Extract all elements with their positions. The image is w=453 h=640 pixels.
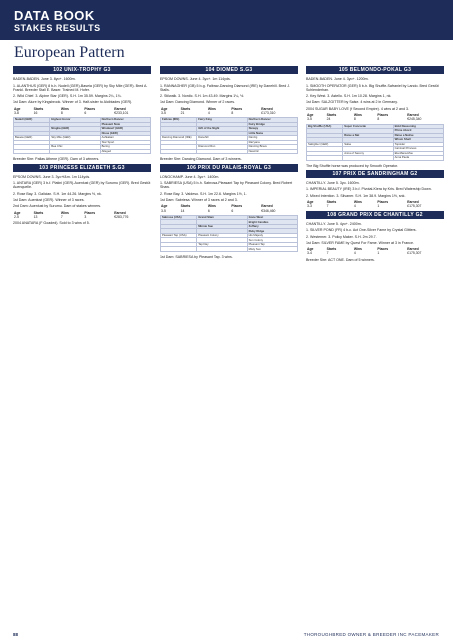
race-text: 2. Wild Chief. 3. Alpine Star (GER). S.H. 1m 35.59. Margins 2¼, 1¾.	[13, 94, 122, 99]
race-heading: 108 GRAND PRIX DE CHANTILLY G2	[306, 211, 444, 219]
race-text: BADEN-BADEN. June 4. 3yo+. 1200m.	[306, 77, 369, 82]
stats-header-cell: Starts	[33, 106, 44, 111]
pedigree-cell: Alleged	[100, 149, 150, 154]
pedigree-cell: Nissa (GER)	[100, 131, 150, 136]
race-text: BADEN-BADEN. June 3. 8yo+. 1600m.	[13, 77, 76, 82]
header-title: DATA BOOK	[14, 8, 95, 23]
stats-value-cell: 7	[60, 214, 63, 219]
pedigree-cell: Danzig	[247, 136, 297, 141]
pedigree-cell: Baseia (GER)	[14, 136, 50, 141]
pedigree-table	[160, 215, 298, 252]
stats-header-cell: Wins	[207, 204, 216, 209]
race-stats-table	[13, 107, 151, 116]
stats-header-cell: Age	[307, 247, 314, 252]
stats-header-cell: Age	[161, 204, 168, 209]
pedigree-cell: Bright Candles	[247, 220, 297, 225]
race-heading: 105 BELMONDO-POKAL G3	[306, 66, 444, 74]
stats-header-cell: Places	[231, 204, 243, 209]
pedigree-cell: Nearctic	[247, 149, 297, 154]
race-text: EPSOM DOWNS. June 3. 3yo+f&m. 1m 114yds.	[13, 174, 91, 179]
pedigree-cell: Falbrav (IRE)	[161, 118, 197, 123]
pedigree-cell	[14, 149, 50, 154]
stats-header-cell: Age	[307, 200, 314, 205]
pedigree-cell: Pleasant Note	[100, 122, 150, 127]
race-text: 2. Mixed Intention. 3. Silvaner. S.H. 1m 38.9. Margins 1½, snk.	[306, 193, 406, 198]
stats-value-cell: 3	[84, 214, 87, 219]
race-text: 1. ALANTHUS (GER) 8 b-h. Nudell (GER)-Baseia (GER) by Sky Mile (GER). Bred A. Frankl. Breeder Stall E. Baser. Trained M. Hofer.	[13, 83, 148, 92]
pedigree-cell: Pleasant Tap	[247, 242, 297, 247]
stats-header-cell: Starts	[326, 113, 337, 118]
race-text: 1st Dam: Auenlust (GER). Winner of 3 races.	[13, 198, 85, 203]
race-text: 1st Dam: Alure by Kingsbrook. Winner of 3. Half-sister to Alcibiades (GER).	[13, 100, 133, 105]
pedigree-cell: Carnival Princess	[393, 147, 443, 152]
stats-value-cell: £175,307	[407, 251, 422, 256]
race-heading: 107 PRIX DE SANDRINGHAM G2	[306, 170, 444, 178]
pedigree-cell	[197, 149, 247, 154]
stats-header-cell: Age	[161, 106, 168, 111]
pedigree-table	[306, 124, 444, 161]
pedigree-cell: Sun Colony	[247, 238, 297, 243]
pedigree-cell: Tap Day	[197, 242, 247, 247]
stats-value-cell: 1	[377, 251, 380, 256]
stats-header-cell: Earned	[407, 200, 419, 205]
stats-header-cell: Earned	[261, 106, 273, 111]
stats-value-cell: 6	[231, 208, 234, 213]
pedigree-cell: Gift of the Night	[197, 127, 247, 132]
pedigree-cell: Ninglia (GER)	[50, 127, 100, 132]
race-text: LONGCHAMP. June 4. 3yo+. 1400m.	[160, 174, 220, 179]
race-note: Breeder Sire: Dancing Diamond. Dam of 3 winners.	[160, 157, 242, 162]
publication-name: THOROUGHBRED OWNER & BREEDER INC PACEMAKER	[303, 632, 439, 637]
race-text: 2. Stilwalk. 3. Nordic. S.H. 1m 43.49. Margins 1¼, ½.	[160, 94, 245, 99]
pedigree-cell: Raise a Nat	[343, 133, 393, 138]
pedigree-cell: Grand Slam	[197, 215, 247, 220]
race-stats-table	[13, 211, 151, 220]
article-column	[160, 64, 298, 259]
stats-value-cell: 6	[207, 208, 210, 213]
stats-value-cell: £173,310	[261, 111, 276, 116]
stats-value-cell: €233,101	[114, 111, 129, 116]
race-stats-table	[306, 200, 444, 209]
stats-value-cell: 8	[377, 117, 380, 122]
race-text: 2. Key West. 3. Astello. S.H. 1m 10.28. Margins 1, nk.	[306, 94, 392, 99]
race-note: Breeder Sire: Pallas Athene (GER). Dam of 3 winners.	[13, 157, 100, 162]
article-column	[13, 64, 151, 225]
stats-value-cell: €245,340	[407, 117, 422, 122]
race-stats-table	[160, 204, 298, 213]
pedigree-cell	[161, 149, 197, 154]
race-text: CHANTILLY. June 5. 4yo+. 2400m.	[306, 221, 362, 226]
stats-header-cell: Earned	[261, 204, 273, 209]
pedigree-cell: Northern Dancer	[100, 118, 150, 123]
pedigree-cell: Fairy King	[197, 118, 247, 123]
race-note: The Big Shuffle horse was produced by Smooth Operator.	[306, 163, 399, 168]
pedigree-cell: Salse	[343, 142, 393, 147]
race-text: 1. SABRIESA (USA) 5 b-h. Sabrosa-Pleasant Tap by Pleasant Colony. Bred Robert Shaw.	[160, 181, 293, 190]
pedigree-cell: Star Sport	[100, 140, 150, 145]
stats-header-cell: Places	[377, 200, 389, 205]
stats-header-cell: Starts	[326, 200, 337, 205]
stats-value-cell: 7	[326, 251, 329, 256]
pedigree-cell: Sky Mile (GER)	[50, 136, 100, 141]
pedigree-cell: Whom Shall	[393, 138, 443, 143]
pedigree-cell: Diamond Run	[197, 145, 247, 150]
pedigree-cell: Dancing Diamond (IRE)	[161, 136, 197, 141]
race-text: CHANTILLY. June 5. 3yo. 1600m.	[306, 181, 360, 186]
stats-header-cell: Earned	[407, 113, 419, 118]
stats-header-cell: Starts	[326, 247, 337, 252]
pedigree-cell: Ruby Ridge	[247, 229, 297, 234]
stats-header-cell: Age	[14, 106, 21, 111]
pedigree-cell	[197, 247, 247, 252]
pedigree-cell: Highest Honor	[50, 118, 100, 123]
race-heading: 102 UNIX-TROPHY G3	[13, 66, 151, 74]
stats-header-cell: Places	[84, 106, 96, 111]
pedigree-cell: Pleasant Tap (USA)	[161, 233, 197, 238]
pedigree-cell: Prime Abord	[393, 129, 443, 134]
race-note: Breeder Sire: ACT ONE. Dam of 5 winners.	[306, 257, 375, 262]
race-text: 2. Westerner. 3. Policy Maker. S.H. 2m 29.7.	[306, 234, 377, 239]
stats-value-cell: 7	[326, 204, 329, 209]
pedigree-cell	[343, 156, 393, 161]
race-text: 1st Dam: SILVER FAME by Quest For Fame. Winner at 3 in France.	[306, 240, 414, 245]
stats-value-cell: 3-5	[161, 208, 166, 213]
pedigree-cell: Northern Dancer	[247, 118, 297, 123]
stats-value-cell: 16	[33, 111, 38, 116]
stats-value-cell: 8	[353, 117, 356, 122]
pedigree-cell: Big Shuffle (USA)	[307, 124, 343, 129]
race-heading: 106 PRIX DU PALAIS-ROYAL G3	[160, 164, 298, 172]
race-text: EPSOM DOWNS. June 4. 3yo+. 1m 114yds.	[160, 77, 231, 82]
race-text: 2. Rose Bay. 3. Valdeso. S.H. 1m 22.6. Margins 1½, 1.	[160, 191, 247, 196]
stats-header-cell: Places	[84, 210, 96, 215]
race-stats-table	[306, 247, 444, 256]
stats-header-cell: Earned	[407, 247, 419, 252]
stats-header-cell: Places	[377, 113, 389, 118]
pedigree-cell: Slewpy	[247, 127, 297, 132]
race-text: 1. SILVER POND (FR) 4 b-c. Act One-Silver Fame by Crystal Glitters.	[306, 228, 417, 233]
pedigree-table	[13, 117, 151, 154]
stats-header-cell: Starts	[180, 204, 191, 209]
race-heading: 104 DIOMED S.G3	[160, 66, 298, 74]
pedigree-table	[160, 117, 298, 154]
race-text: 2004 SUGAR BABY LOVE (f Second Empire). 4 wins at 2 and 3.	[306, 106, 410, 111]
stats-header-cell: Wins	[60, 210, 69, 215]
pedigree-cell: Bering	[100, 145, 150, 150]
pedigree-cell: Sabrosa (USA)	[161, 215, 197, 220]
pedigree-cell: Zoffany	[247, 224, 297, 229]
pedigree-cell: Salzgitter (GER)	[307, 142, 343, 147]
race-text: 1. IMPERIAL BEAUTY (IRE) 3 b-f. Pivotal-Kiera by Kris. Bred Watership Down.	[306, 187, 432, 192]
pedigree-cell: His Majesty	[247, 233, 297, 238]
stats-header-cell: Places	[231, 106, 243, 111]
pedigree-cell: Windwurf (GER)	[100, 127, 150, 132]
stats-header-cell: Age	[14, 210, 21, 215]
pedigree-cell: Bea Chic	[50, 145, 100, 150]
header-subtitle: STAKES RESULTS	[14, 23, 101, 33]
pedigree-cell: Bold Reasoning	[393, 124, 443, 129]
stats-value-cell: 3-4	[307, 251, 312, 256]
pedigree-cell: Topsider	[393, 142, 443, 147]
race-stats-table	[306, 113, 444, 122]
stats-header-cell: Earned	[114, 106, 126, 111]
pedigree-cell: Anna Paola	[393, 156, 443, 161]
race-note: 2004 ANATARA (F Goaded). Sold to 3 wins of 5.	[13, 221, 90, 226]
race-text: 1. RANNAGHER (GB) 5 b-g. Falbrav-Dancing Diamond (IRE) by Danehill. Bred J. Stalls.	[160, 83, 291, 92]
stats-header-cell: Wins	[60, 106, 69, 111]
stats-value-cell: €346,460	[261, 208, 276, 213]
article-column	[306, 64, 444, 262]
stats-header-cell: Age	[307, 113, 314, 118]
page-footer	[0, 630, 453, 640]
stats-value-cell: 14	[180, 208, 185, 213]
page-number: 88	[13, 632, 19, 637]
pedigree-cell	[50, 149, 100, 154]
race-text: 1. ANTARA (GER) 3 b-f. Platini (GER)-Auenlust (GER) by Surumu (GER). Bred Gestüt Auenquelle.	[13, 181, 151, 190]
stats-value-cell: 24	[326, 117, 331, 122]
race-text: 2. Rose Bay. 3. Galician. S.H. 1m 44.26. Margins ½, nk.	[13, 191, 102, 196]
pedigree-cell: Ashkalani	[100, 136, 150, 141]
race-heading: 103 PRINCESS ELIZABETH S.G3	[13, 164, 151, 172]
header-bar	[0, 0, 453, 40]
stats-value-cell: 3-5	[161, 111, 166, 116]
pedigree-cell: Dancing Brave	[247, 145, 297, 150]
stats-value-cell: 4	[353, 251, 356, 256]
stats-header-cell: Places	[377, 247, 389, 252]
stats-value-cell: 3-3	[307, 204, 312, 209]
stats-header-cell: Wins	[207, 106, 216, 111]
stats-value-cell: 4	[207, 111, 210, 116]
stats-value-cell: 21	[180, 111, 185, 116]
race-text: 1st Dam: Dancing Diamond. Winner of 2 races.	[160, 100, 236, 105]
stats-header-cell: Starts	[33, 210, 44, 215]
stats-value-cell: £175,307	[407, 204, 422, 209]
race-note: 1st Dam: SABRIESA by Pleasant Tap. 3 wins.	[160, 254, 233, 259]
stats-value-cell: 3-8	[14, 111, 19, 116]
section-title: European Pattern	[14, 44, 125, 61]
stats-value-cell: 8	[231, 111, 234, 116]
race-text: 1st Dam: SALZGITTER by Salse. 4 wins at 2 in Germany.	[306, 100, 398, 105]
stats-value-cell: 13	[33, 214, 38, 219]
pedigree-cell: Anna of Saxony	[343, 151, 393, 156]
stats-header-cell: Wins	[353, 247, 362, 252]
stats-header-cell: Starts	[180, 106, 191, 111]
stats-value-cell: 4	[353, 204, 356, 209]
pedigree-cell: Pleasant Colony	[197, 233, 247, 238]
pedigree-cell: Razyana	[247, 140, 297, 145]
pedigree-cell: Misty Sun	[247, 247, 297, 252]
stats-header-cell: Wins	[353, 200, 362, 205]
stats-value-cell: 2-5	[14, 214, 19, 219]
race-text: 2nd Dam: Auenlust by Surumu. Dam of stakes winners.	[13, 204, 102, 209]
race-text: 1st Dam: Sabriesa. Winner of 3 races at 2 and 3.	[160, 198, 238, 203]
pedigree-cell: Raise a Native	[393, 133, 443, 138]
pedigree-cell: Little Nana	[247, 131, 297, 136]
pedigree-cell: Super Concorde	[343, 124, 393, 129]
stats-value-cell: 8	[60, 111, 63, 116]
pedigree-cell: Fairy Bridge	[247, 122, 297, 127]
stats-value-cell: €283,776	[114, 214, 129, 219]
stats-value-cell: 6	[84, 111, 87, 116]
pedigree-cell: Nudell (GER)	[14, 118, 50, 123]
pedigree-cell: Minnie Sue	[197, 224, 247, 229]
stats-value-cell: 3-5	[307, 117, 312, 122]
pedigree-cell: Ela-Mana-Mou	[393, 151, 443, 156]
race-text: 1. SMOOTH OPERATOR (GER) 5 b-h. Big Shuffle-Safraniel by Lando. Bred Gestüt Schlenderhan.	[306, 83, 439, 92]
stats-header-cell: Earned	[114, 210, 126, 215]
race-stats-table	[160, 107, 298, 116]
pedigree-cell: Gone West	[247, 215, 297, 220]
pedigree-cell	[161, 247, 197, 252]
stats-value-cell: 1	[377, 204, 380, 209]
stats-header-cell: Wins	[353, 113, 362, 118]
pedigree-cell	[307, 156, 343, 161]
pedigree-cell: Danehill	[197, 136, 247, 141]
